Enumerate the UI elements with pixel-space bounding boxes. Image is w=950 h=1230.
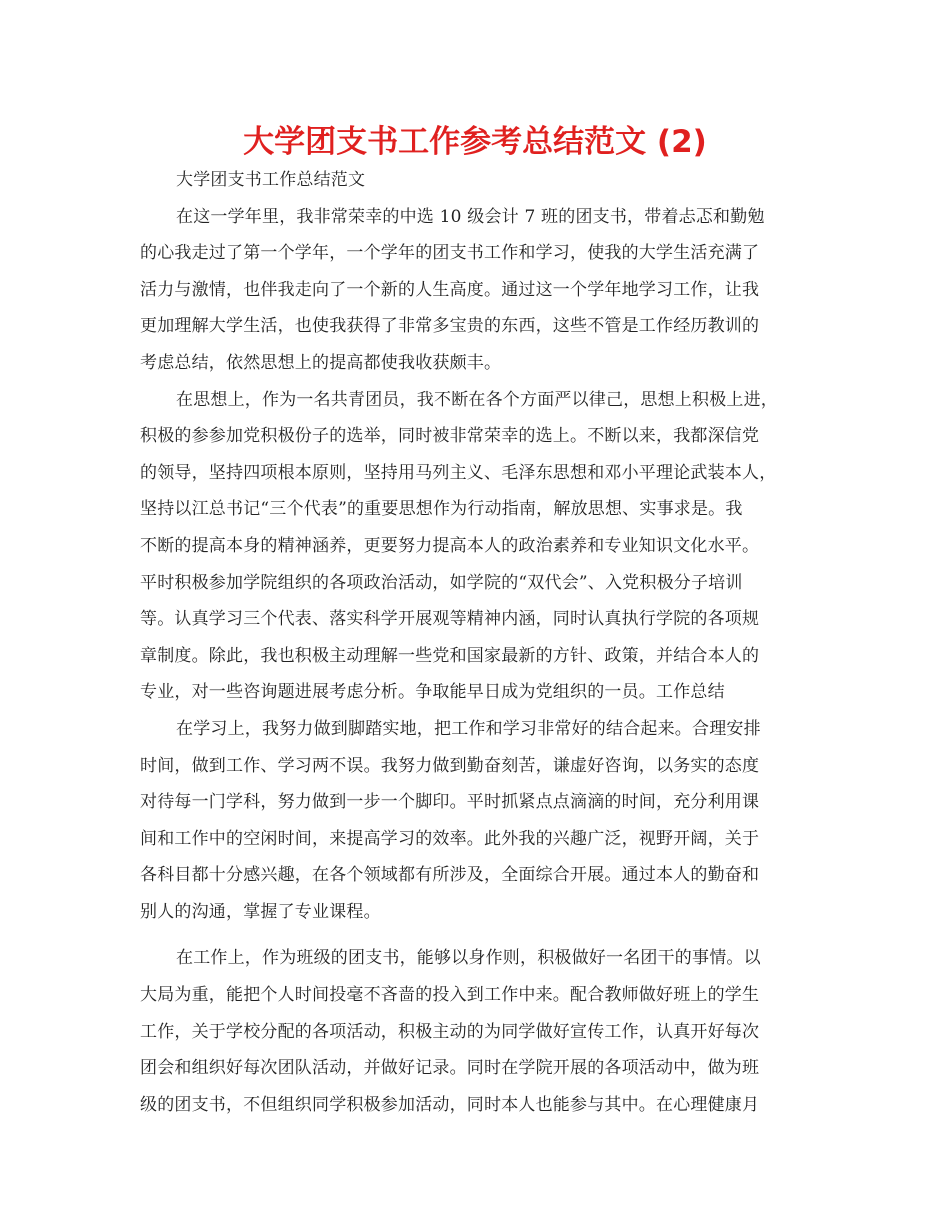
text-line: 专业，对一些咨询题进展考虑分析。争取能早日成为党组织的一员。工作总结 xyxy=(140,682,725,703)
text-line: 时间，做到工作、学习两不误。我努力做到勤奋刻苦，谦虚好咨询，以务实的态度 xyxy=(140,755,760,776)
text-line: 的心我走过了第一个学年，一个学年的团支书工作和学习，使我的大学生活充满了 xyxy=(140,243,760,264)
text-line: 在工作上，作为班级的团支书，能够以身作则，积极做好一名团干的事情。以 xyxy=(176,948,761,969)
text-line: 更加理解大学生活，也使我获得了非常多宝贵的东西，这些不管是工作经历教训的 xyxy=(140,316,760,337)
text-line: 团会和组织好每次团队活动，并做好记录。同时在学院开展的各项活动中，做为班 xyxy=(140,1058,760,1079)
text-line: 活力与激情，也伴我走向了一个新的人生高度。通过这一个学年地学习工作，让我 xyxy=(140,279,760,300)
text-line: 章制度。除此，我也积极主动理解一些党和国家最新的方针、政策，并结合本人的 xyxy=(140,645,760,666)
text-line: 大学团支书工作总结范文 xyxy=(176,170,366,190)
text-line: 考虑总结，依然思想上的提高都使我收获颇丰。 xyxy=(140,352,502,373)
document-title: 大学团支书工作参考总结范文 (2) xyxy=(243,124,707,160)
text-line: 对待每一门学科，努力做到一步一个脚印。平时抓紧点点滴滴的时间，充分利用课 xyxy=(140,792,760,813)
text-line: 工作，关于学校分配的各项活动，积极主动的为同学做好宣传工作，认真开好每次 xyxy=(140,1021,760,1042)
text-line: 大局为重，能把个人时间投毫不吝啬的投入到工作中来。配合教师做好班上的学生 xyxy=(140,985,760,1006)
text-line: 间和工作中的空闲时间，来提高学习的效率。此外我的兴趣广泛，视野开阔，关于 xyxy=(140,828,760,849)
text-line: 坚持以江总书记“三个代表”的重要思想作为行动指南，解放思想、实事求是。我 xyxy=(140,499,743,520)
text-line: 平时积极参加学院组织的各项政治活动，如学院的“双代会”、入党积极分子培训 xyxy=(140,572,743,593)
text-line: 在思想上，作为一名共青团员，我不断在各个方面严以律己，思想上积极上进， xyxy=(176,389,778,410)
document-body xyxy=(140,162,824,1123)
text-line: 不断的提高本身的精神涵养，更要努力提高本人的政治素养和专业知识文化水平。 xyxy=(140,535,760,556)
text-line: 等。认真学习三个代表、落实科学开展观等精神内涵，同时认真执行学院的各项规 xyxy=(140,609,760,630)
text-line: 积极的参参加党积极份子的选举，同时被非常荣幸的选上。不断以来，我都深信党 xyxy=(140,426,760,447)
text-line: 的领导，坚持四项根本原则，坚持用马列主义、毛泽东思想和邓小平理论武装本人， xyxy=(140,462,777,483)
text-line: 在学习上，我努力做到脚踏实地，把工作和学习非常好的结合起来。合理安排 xyxy=(176,718,761,739)
text-line: 各科目都十分感兴趣，在各个领域都有所涉及，全面综合开展。通过本人的勤奋和 xyxy=(140,865,760,886)
text-line: 在这一学年里，我非常荣幸的中选 10 级会计 7 班的团支书，带着忐忑和勤勉 xyxy=(176,206,765,227)
paragraph-gap xyxy=(140,930,824,940)
text-line: 级的团支书，不但组织同学积极参加活动，同时本人也能参与其中。在心理健康月 xyxy=(140,1094,760,1115)
text-line: 别人的沟通，掌握了专业课程。 xyxy=(140,901,381,922)
